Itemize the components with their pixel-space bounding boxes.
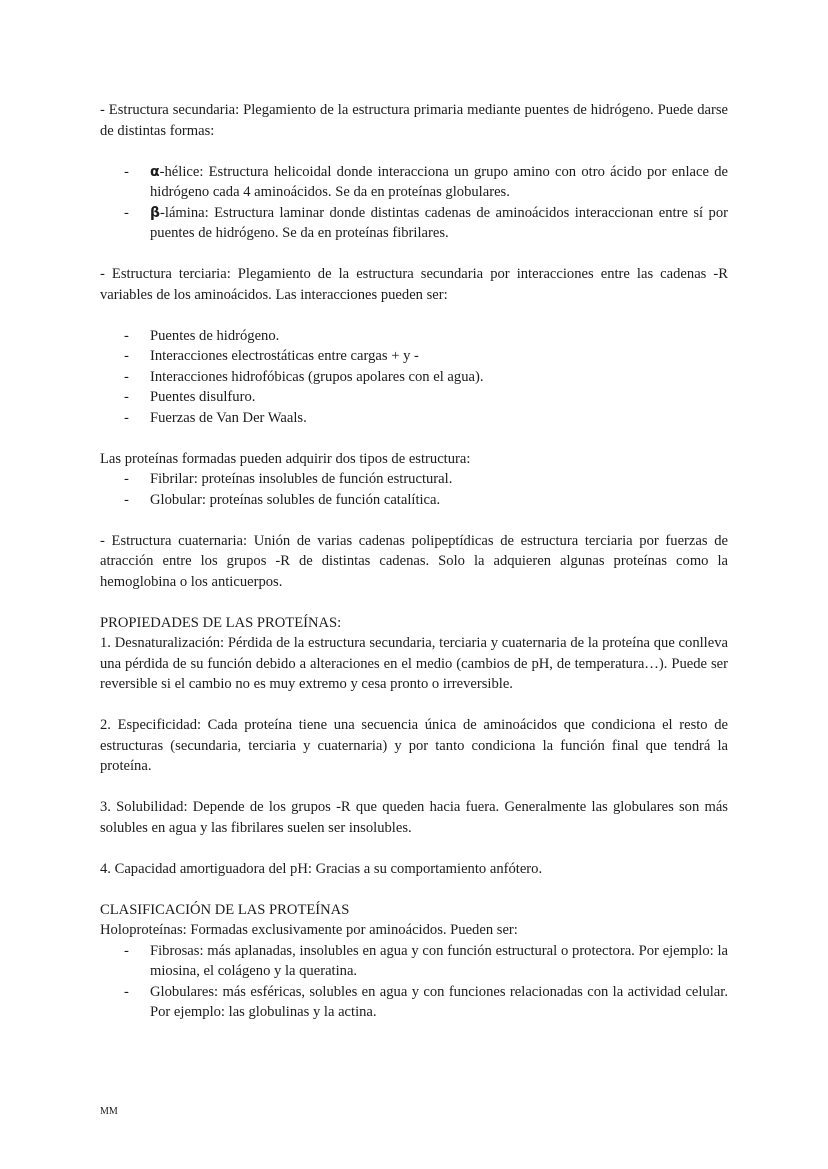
dash-bullet: - [124,348,129,364]
dash-bullet: - [124,491,129,508]
list-item-text: Puentes de hidrógeno. [150,327,280,344]
property-denaturation: 1. Desnaturalización: Pérdida de la estructura secundaria, terciaria y cuaternaria de la proteína que conlleva una pérdida de su función debido a alteraciones en el medio (cambios de pH, de temperatura…). Puede ser reversible si el cambio no es muy extremo y cesa pronto o irreversible. [100,635,728,692]
tertiary-interactions-list [100,326,728,429]
dash-bullet: - [124,471,129,487]
list-item-text: Globular: proteínas solubles de función catalítica. [150,491,441,508]
secondary-structure-intro: - Estructura secundaria: Plegamiento de la estructura primaria mediante puentes de hidrógeno. Puede darse de distintas formas: [100,102,728,139]
footer-initials: MM [100,1106,118,1117]
list-item [100,203,728,244]
properties-heading: PROPIEDADES DE LAS PROTEÍNAS: [100,614,342,631]
list-item [100,982,728,1023]
property-specificity: 2. Especificidad: Cada proteína tiene una secuencia única de aminoácidos que condiciona el resto de estructuras (secundaria, terciaria y cuaternaria) y por tanto condiciona la función final que tendrá la proteína. [100,717,728,774]
structure-types-intro: Las proteínas formadas pueden adquirir dos tipos de estructura: [100,450,471,467]
list-item-text: -lámina: Estructura laminar donde distintas cadenas de aminoácidos interaccionan entre sí por puentes de hidrógeno. Se da en proteínas fibrilares. [150,204,728,241]
list-item [100,346,728,367]
property-solubility: 3. Solubilidad: Depende de los grupos -R que queden hacia fuera. Generalmente las globulares son más solubles en agua y las fibrilares suelen ser insolubles. [100,799,728,836]
holoproteins-list [100,941,728,1023]
classification-heading: CLASIFICACIÓN DE LAS PROTEÍNAS [100,901,350,918]
property-buffer-capacity: 4. Capacidad amortiguadora del pH: Gracias a su comportamiento anfótero. [100,860,543,877]
alpha-symbol: α [150,163,160,180]
list-item [100,326,728,347]
dash-bullet: - [124,409,129,426]
dash-bullet: - [124,204,129,221]
list-item [100,941,728,982]
list-item [100,490,728,511]
dash-bullet: - [124,983,129,1000]
list-item-text: -hélice: Estructura helicoidal donde interacciona un grupo amino con otro ácido por enlace de hidrógeno cada 4 aminoácidos. Se da en proteínas globulares. [150,163,728,200]
list-item-text: Fibrilar: proteínas insolubles de función estructural. [150,471,453,487]
list-item-text: Interacciones hidrofóbicas (grupos apolares con el agua). [150,368,484,385]
dash-bullet: - [124,163,129,180]
beta-symbol: β [150,204,161,221]
list-item-text: Puentes disulfuro. [150,389,256,405]
secondary-structure-list [100,162,728,244]
holoproteins-intro: Holoproteínas: Formadas exclusivamente por aminoácidos. Pueden ser: [100,922,518,938]
dash-bullet: - [124,327,129,344]
dash-bullet: - [124,942,129,959]
document-page [100,100,728,1023]
structure-types-list [100,469,728,510]
list-item-text: Fibrosas: más aplanadas, insolubles en agua y con función estructural o protectora. Por ejemplo: la miosina, el colágeno y la queratina. [150,942,728,979]
list-item [100,162,728,203]
list-item-text: Globulares: más esféricas, solubles en agua y con funciones relacionadas con la actividad celular. Por ejemplo: las globulinas y la actina. [150,983,728,1020]
list-item [100,469,728,490]
tertiary-structure-intro: - Estructura terciaria: Plegamiento de la estructura secundaria por interacciones entre las cadenas -R variables de los aminoácidos. Las interacciones pueden ser: [100,266,728,303]
list-item-text: Interacciones electrostáticas entre cargas + y - [150,348,419,364]
dash-bullet: - [124,368,129,385]
list-item-text: Fuerzas de Van Der Waals. [150,409,307,426]
list-item [100,408,728,429]
list-item [100,367,728,388]
dash-bullet: - [124,389,129,405]
quaternary-structure-paragraph: - Estructura cuaternaria: Unión de varias cadenas polipeptídicas de estructura terciaria por fuerzas de atracción entre los grupos -R de distintas cadenas. Solo la adquieren algunas proteínas como la hemoglobina o los anticuerpos. [100,532,728,590]
list-item [100,387,728,408]
